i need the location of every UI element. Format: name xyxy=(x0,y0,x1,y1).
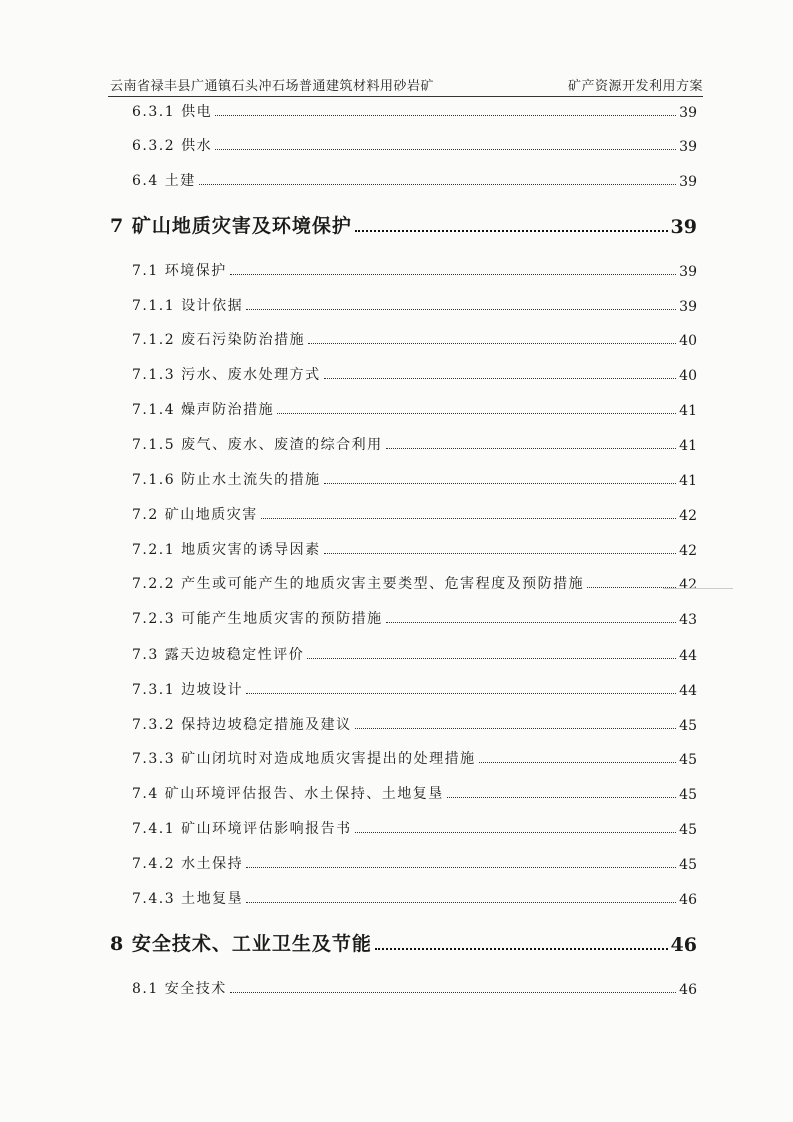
scan-artifact-line xyxy=(663,588,733,589)
toc-entry-title: 6.3.2 供水 xyxy=(132,138,213,154)
toc-page-number: 39 xyxy=(679,105,697,121)
toc-entry-title: 7.1.3 污水、废水处理方式 xyxy=(132,367,321,383)
toc-chapter-8[interactable] xyxy=(110,928,697,956)
toc-entry-7-4[interactable] xyxy=(132,781,697,803)
toc-entry-7-1-5[interactable] xyxy=(132,432,697,454)
toc-page-number: 39 xyxy=(679,174,697,190)
toc-entry-7-3-2[interactable] xyxy=(132,712,697,734)
toc-page-number: 39 xyxy=(679,264,697,280)
toc-entry-7-2-3[interactable] xyxy=(132,606,697,628)
toc-page-number: 39 xyxy=(679,139,697,155)
toc-entry-7-2[interactable] xyxy=(132,502,697,524)
toc-entry-7-2-1[interactable] xyxy=(132,537,697,559)
toc-leader-dots xyxy=(215,115,676,116)
toc-entry-title: 7.4.2 水土保持 xyxy=(132,856,244,872)
toc-page-number: 45 xyxy=(679,752,697,768)
toc-page-number: 46 xyxy=(679,892,697,908)
toc-leader-dots xyxy=(308,343,676,344)
toc-page-number: 41 xyxy=(679,403,697,419)
toc-leader-dots xyxy=(246,693,676,694)
toc-entry-title: 7.1.4 燥声防治措施 xyxy=(132,402,275,418)
toc-entry-7-1-4[interactable] xyxy=(132,397,697,419)
toc-leader-dots xyxy=(324,483,677,484)
toc-page-number: 45 xyxy=(679,857,697,873)
toc-leader-dots xyxy=(479,762,677,763)
toc-page-number: 42 xyxy=(679,577,697,593)
toc-page-number: 41 xyxy=(679,438,697,454)
toc-entry-title: 7.2.1 地质灾害的诱导因素 xyxy=(132,542,321,558)
toc-leader-dots xyxy=(230,274,676,275)
toc-entry-7-4-3[interactable] xyxy=(132,886,697,908)
toc-entry-title: 7.3 露天边坡稳定性评价 xyxy=(132,647,305,663)
toc-entry-title: 7.4.3 土地复垦 xyxy=(132,891,244,907)
toc-page-number: 42 xyxy=(679,508,697,524)
toc-leader-dots xyxy=(246,902,676,903)
toc-entry-title: 7.2.2 产生或可能产生的地质灾害主要类型、危害程度及预防措施 xyxy=(132,576,585,592)
toc-entry-title: 7.3.2 保持边坡稳定措施及建议 xyxy=(132,717,352,733)
toc-leader-dots xyxy=(246,867,676,868)
toc-leader-dots xyxy=(324,378,677,379)
toc-chapter-title: 8 安全技术、工业卫生及节能 xyxy=(110,933,372,955)
toc-leader-dots xyxy=(277,413,676,414)
toc-leader-dots xyxy=(324,553,677,554)
toc-page-number: 41 xyxy=(679,473,697,489)
toc-page-number: 44 xyxy=(679,683,697,699)
toc-leader-dots xyxy=(230,992,676,993)
toc-entry-6-4[interactable] xyxy=(132,168,697,190)
toc-leader-dots xyxy=(355,728,677,729)
toc-entry-7-1-6[interactable] xyxy=(132,467,697,489)
toc-entry-title: 7.1.1 设计依据 xyxy=(132,298,244,314)
toc-page-number: 46 xyxy=(679,982,697,998)
toc-leader-dots xyxy=(307,658,676,659)
toc-entry-title: 7.2 矿山地质灾害 xyxy=(132,507,258,523)
toc-page-number: 46 xyxy=(670,934,697,956)
toc-leader-dots xyxy=(375,948,668,950)
toc-entry-7-1-3[interactable] xyxy=(132,362,697,384)
toc-leader-dots xyxy=(386,622,677,623)
toc-page-number: 39 xyxy=(679,299,697,315)
toc-entry-title: 6.3.1 供电 xyxy=(132,104,213,120)
toc-page-number: 42 xyxy=(679,543,697,559)
toc-page-number: 40 xyxy=(679,368,697,384)
toc-leader-dots xyxy=(386,448,677,449)
toc-entry-7-3[interactable] xyxy=(132,642,697,664)
toc-entry-title: 7.3.3 矿山闭坑时对造成地质灾害提出的处理措施 xyxy=(132,751,476,767)
toc-entry-7-1-2[interactable] xyxy=(132,327,697,349)
toc-entry-title: 7.1 环境保护 xyxy=(132,263,227,279)
toc-entry-title: 7.1.2 废石污染防治措施 xyxy=(132,332,306,348)
toc-leader-dots xyxy=(355,832,677,833)
toc-page-number: 40 xyxy=(679,333,697,349)
toc-leader-dots xyxy=(215,149,676,150)
toc-entry-7-4-2[interactable] xyxy=(132,851,697,873)
toc-entry-title: 7.3.1 边坡设计 xyxy=(132,682,244,698)
toc-entry-7-3-3[interactable] xyxy=(132,746,697,768)
toc-leader-dots xyxy=(246,309,676,310)
toc-entry-7-1-1[interactable] xyxy=(132,293,697,315)
header-document-title: 矿产资源开发利用方案 xyxy=(567,79,703,94)
toc-entry-8-1[interactable] xyxy=(132,976,697,998)
toc-entry-6-3-1[interactable] xyxy=(132,99,697,121)
header-project-title: 云南省禄丰县广通镇石头冲石场普通建筑材料用砂岩矿 xyxy=(110,79,435,94)
header-rule xyxy=(108,96,703,97)
toc-page-number: 45 xyxy=(679,822,697,838)
toc-page-number: 43 xyxy=(679,612,697,628)
toc-leader-dots xyxy=(261,518,676,519)
toc-leader-dots xyxy=(447,797,676,798)
toc-page-number: 39 xyxy=(670,216,697,238)
page-header xyxy=(110,75,703,95)
toc-entry-7-2-2[interactable] xyxy=(132,571,697,593)
toc-entry-7-1[interactable] xyxy=(132,258,697,280)
toc-entry-6-3-2[interactable] xyxy=(132,133,697,155)
toc-leader-dots xyxy=(355,230,668,232)
toc-entry-title: 7.4.1 矿山环境评估影响报告书 xyxy=(132,821,352,837)
toc-entry-title: 6.4 土建 xyxy=(132,173,196,189)
toc-entry-title: 7.2.3 可能产生地质灾害的预防措施 xyxy=(132,611,383,627)
toc-entry-7-4-1[interactable] xyxy=(132,816,697,838)
toc-entry-title: 7.1.6 防止水土流失的措施 xyxy=(132,472,321,488)
toc-entry-7-3-1[interactable] xyxy=(132,677,697,699)
toc-leader-dots xyxy=(199,184,676,185)
toc-entry-title: 7.1.5 废气、废水、废渣的综合利用 xyxy=(132,437,383,453)
toc-entry-title: 8.1 安全技术 xyxy=(132,981,227,997)
toc-chapter-7[interactable] xyxy=(110,210,697,238)
toc-page-number: 45 xyxy=(679,718,697,734)
toc-entry-title: 7.4 矿山环境评估报告、水土保持、土地复垦 xyxy=(132,786,444,802)
toc-page-number: 45 xyxy=(679,787,697,803)
toc-chapter-title: 7 矿山地质灾害及环境保护 xyxy=(110,215,352,237)
toc-page-number: 44 xyxy=(679,648,697,664)
